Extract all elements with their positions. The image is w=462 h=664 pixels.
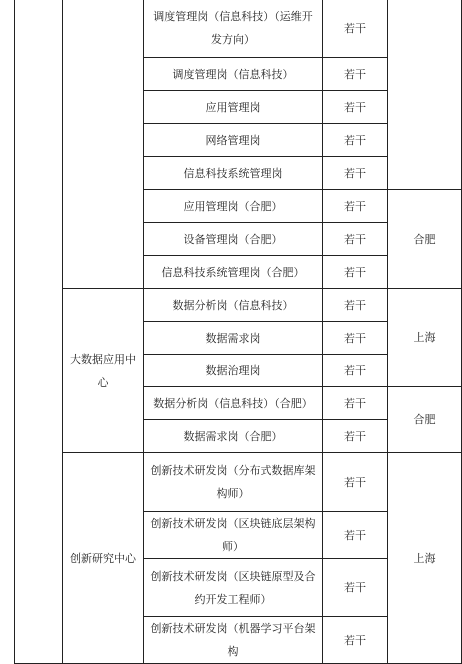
post-count: 若干 bbox=[323, 256, 388, 289]
department-cell bbox=[15, 0, 63, 664]
post-count: 若干 bbox=[323, 58, 388, 91]
post-name: 数据分析岗（信息科技） bbox=[144, 289, 323, 322]
post-count: 若干 bbox=[323, 453, 388, 512]
post-name: 创新技术研发岗（分布式数据库架构师） bbox=[144, 453, 323, 512]
post-name: 数据治理岗 bbox=[144, 355, 323, 387]
post-name: 信息科技系统管理岗 bbox=[144, 157, 323, 190]
post-count: 若干 bbox=[323, 420, 388, 453]
post-count: 若干 bbox=[323, 355, 388, 387]
unit-cell bbox=[63, 0, 144, 289]
post-name: 调度管理岗（信息科技）（运维开发方向） bbox=[144, 0, 323, 58]
post-name: 网络管理岗 bbox=[144, 124, 323, 157]
post-name: 调度管理岗（信息科技） bbox=[144, 58, 323, 91]
location-cell: 上海 bbox=[388, 289, 462, 387]
post-name: 创新技术研发岗（区块链原型及合约开发工程师） bbox=[144, 559, 323, 617]
post-name: 数据需求岗 bbox=[144, 322, 323, 355]
table-row bbox=[15, 0, 462, 58]
post-count: 若干 bbox=[323, 559, 388, 617]
post-name: 应用管理岗 bbox=[144, 91, 323, 124]
post-count: 若干 bbox=[323, 223, 388, 256]
post-name: 设备管理岗（合肥） bbox=[144, 223, 323, 256]
post-count: 若干 bbox=[323, 124, 388, 157]
unit-cell: 大数据应用中心 bbox=[63, 289, 144, 453]
post-name: 信息科技系统管理岗（合肥） bbox=[144, 256, 323, 289]
location-cell bbox=[388, 0, 462, 190]
post-count: 若干 bbox=[323, 322, 388, 355]
post-name: 数据需求岗（合肥） bbox=[144, 420, 323, 453]
post-count: 若干 bbox=[323, 617, 388, 664]
table-row bbox=[15, 453, 462, 512]
post-name: 创新技术研发岗（区块链底层架构师） bbox=[144, 512, 323, 559]
location-cell: 合肥 bbox=[388, 190, 462, 289]
table-row bbox=[15, 289, 462, 322]
job-posting-table bbox=[14, 0, 462, 664]
post-count: 若干 bbox=[323, 289, 388, 322]
location-cell: 上海 bbox=[388, 453, 462, 664]
post-count: 若干 bbox=[323, 157, 388, 190]
post-count: 若干 bbox=[323, 0, 388, 58]
post-count: 若干 bbox=[323, 91, 388, 124]
post-count: 若干 bbox=[323, 387, 388, 420]
unit-cell: 创新研究中心 bbox=[63, 453, 144, 664]
post-count: 若干 bbox=[323, 190, 388, 223]
post-count: 若干 bbox=[323, 512, 388, 559]
post-name: 数据分析岗（信息科技）（合肥） bbox=[144, 387, 323, 420]
post-name: 应用管理岗（合肥） bbox=[144, 190, 323, 223]
location-cell: 合肥 bbox=[388, 387, 462, 453]
post-name: 创新技术研发岗（机器学习平台架构 bbox=[144, 617, 323, 664]
